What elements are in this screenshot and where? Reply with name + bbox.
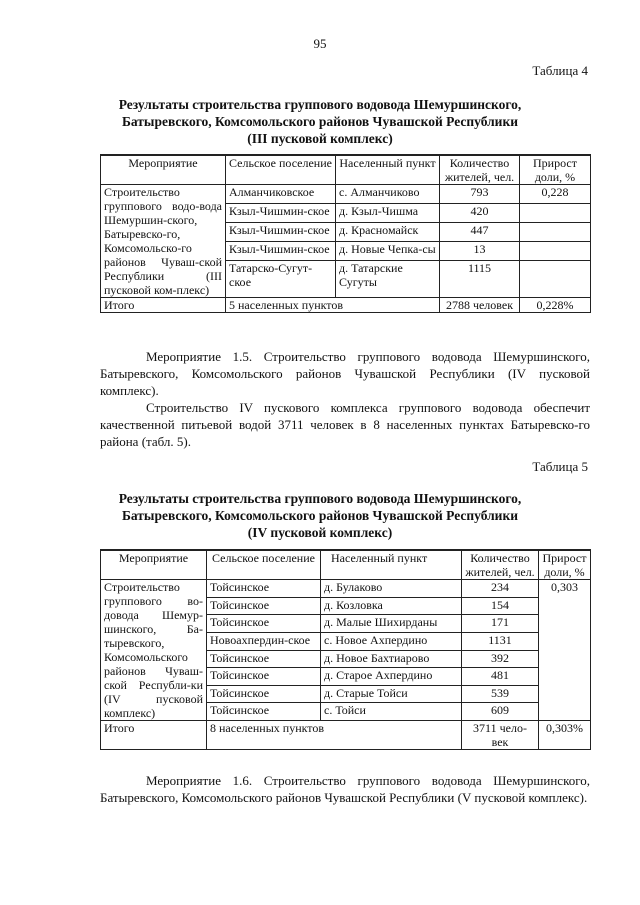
residents-cell: 539 xyxy=(462,685,539,703)
settlement-cell: Тойсинское xyxy=(207,685,321,703)
table4-title-line: Батыревского, Комсомольского районов Чувашской Республики xyxy=(121,114,519,129)
settlement-cell: Алманчиковское xyxy=(226,185,336,204)
settlement-cell: Тойсинское xyxy=(207,580,321,598)
locality-cell: д. Красномайск xyxy=(336,223,440,242)
col-header-growth: Прирост доли, % xyxy=(539,550,591,580)
settlement-cell: Кзыл-Чишмин-ское xyxy=(226,204,336,223)
residents-cell: 420 xyxy=(440,204,520,223)
settlement-cell: Кзыл-Чишмин-ское xyxy=(226,242,336,261)
body-text-2 xyxy=(100,772,590,806)
table-row xyxy=(101,185,591,204)
settlement-cell: Кзыл-Чишмин-ское xyxy=(226,223,336,242)
locality-cell: д. Старые Тойси xyxy=(321,685,462,703)
col-header-residents: Количество жителей, чел. xyxy=(462,550,539,580)
locality-cell: д. Булаково xyxy=(321,580,462,598)
growth-cell: 0,303 xyxy=(539,580,591,721)
col-header-settlement: Сельское поселение xyxy=(226,155,336,185)
locality-cell: д. Новое Бахтиарово xyxy=(321,650,462,668)
paragraph: Строительство IV пускового комплекса группового водовода обеспечит качественной питьевой водой 3711 человек в 8 населенных пунктах Батыревско-го района (табл. 5). xyxy=(100,400,590,449)
measure-cell: Строительство группового во-довода Шемур-шинского, Ба-тыревского, Комсомольского районов Чуваш-ской Республи-ки (IV пусковой комплекс) xyxy=(101,580,207,721)
residents-cell: 793 xyxy=(440,185,520,204)
locality-cell: д. Козловка xyxy=(321,597,462,615)
residents-cell: 609 xyxy=(462,703,539,721)
body-text-1 xyxy=(100,348,590,450)
table5-title-line: Результаты строительства группового водовода Шемуршинского, xyxy=(118,491,522,506)
table-total-row xyxy=(101,721,591,750)
settlement-cell: Тойсинское xyxy=(207,650,321,668)
residents-cell: 171 xyxy=(462,615,539,633)
col-header-locality: Населенный пункт xyxy=(336,155,440,185)
residents-cell: 1115 xyxy=(440,261,520,298)
residents-cell: 392 xyxy=(462,650,539,668)
locality-cell: д. Татарские Сугуты xyxy=(336,261,440,298)
residents-cell: 13 xyxy=(440,242,520,261)
total-settlements: 5 населенных пунктов xyxy=(226,298,440,313)
col-header-locality: Населенный пункт xyxy=(321,550,462,580)
table4-title xyxy=(60,96,580,147)
growth-cell: 0,228 xyxy=(520,185,591,204)
settlement-cell: Новоахпердин-ское xyxy=(207,632,321,650)
settlement-cell: Тойсинское xyxy=(207,668,321,686)
settlement-cell: Татарско-Сугут-ское xyxy=(226,261,336,298)
settlement-cell: Тойсинское xyxy=(207,615,321,633)
total-growth: 0,303% xyxy=(539,721,591,750)
growth-cell xyxy=(520,261,591,298)
col-header-settlement: Сельское поселение xyxy=(207,550,321,580)
paragraph: Мероприятие 1.5. Строительство группового водовода Шемуршинского, Батыревского, Комсомольского районов Чувашской Республики (IV пусковой комплекс). xyxy=(100,349,590,398)
total-residents: 2788 человек xyxy=(440,298,520,313)
locality-cell: с. Алманчиково xyxy=(336,185,440,204)
table4 xyxy=(100,154,591,313)
total-label: Итого xyxy=(101,298,226,313)
col-header-growth: Прирост доли, % xyxy=(520,155,591,185)
col-header-measure: Мероприятие xyxy=(101,550,207,580)
locality-cell: с. Новое Ахпердино xyxy=(321,632,462,650)
table5-title xyxy=(60,490,580,541)
locality-cell: с. Тойси xyxy=(321,703,462,721)
table-total-row xyxy=(101,298,591,313)
col-header-measure: Мероприятие xyxy=(101,155,226,185)
settlement-cell: Тойсинское xyxy=(207,703,321,721)
paragraph: Мероприятие 1.6. Строительство группового водовода Шемуршинского, Батыревского, Комсомольского районов Чувашской Республики (V пусковой комплекс). xyxy=(100,773,590,805)
measure-cell: Строительство группового водо-вода Шемуршин-ского, Батыревско-го, Комсомольско-го районов Чуваш-ской Республики (III пусковой ком-плекс) xyxy=(101,185,226,298)
residents-cell: 447 xyxy=(440,223,520,242)
table-row xyxy=(101,580,591,598)
locality-cell: д. Малые Шихирданы xyxy=(321,615,462,633)
residents-cell: 154 xyxy=(462,597,539,615)
locality-cell: д. Старое Ахпердино xyxy=(321,668,462,686)
table4-title-line: (III пусковой комплекс) xyxy=(247,131,393,146)
locality-cell: д. Кзыл-Чишма xyxy=(336,204,440,223)
col-header-residents: Количество жителей, чел. xyxy=(440,155,520,185)
growth-cell xyxy=(520,242,591,261)
table5-label: Таблица 5 xyxy=(532,459,588,474)
total-residents: 3711 чело-век xyxy=(462,721,539,750)
residents-cell: 481 xyxy=(462,668,539,686)
table5-title-line: (IV пусковой комплекс) xyxy=(247,525,393,540)
total-label: Итого xyxy=(101,721,207,750)
settlement-cell: Тойсинское xyxy=(207,597,321,615)
locality-cell: д. Новые Чепка-сы xyxy=(336,242,440,261)
table4-title-line: Результаты строительства группового водовода Шемуршинского, xyxy=(118,97,522,112)
residents-cell: 1131 xyxy=(462,632,539,650)
growth-cell xyxy=(520,223,591,242)
table4-label: Таблица 4 xyxy=(532,63,588,78)
residents-cell: 234 xyxy=(462,580,539,598)
total-growth: 0,228% xyxy=(520,298,591,313)
table5-title-line: Батыревского, Комсомольского районов Чувашской Республики xyxy=(121,508,519,523)
growth-cell xyxy=(520,204,591,223)
page-number: 95 xyxy=(313,36,327,51)
table5 xyxy=(100,549,591,750)
total-settlements: 8 населенных пунктов xyxy=(207,721,462,750)
